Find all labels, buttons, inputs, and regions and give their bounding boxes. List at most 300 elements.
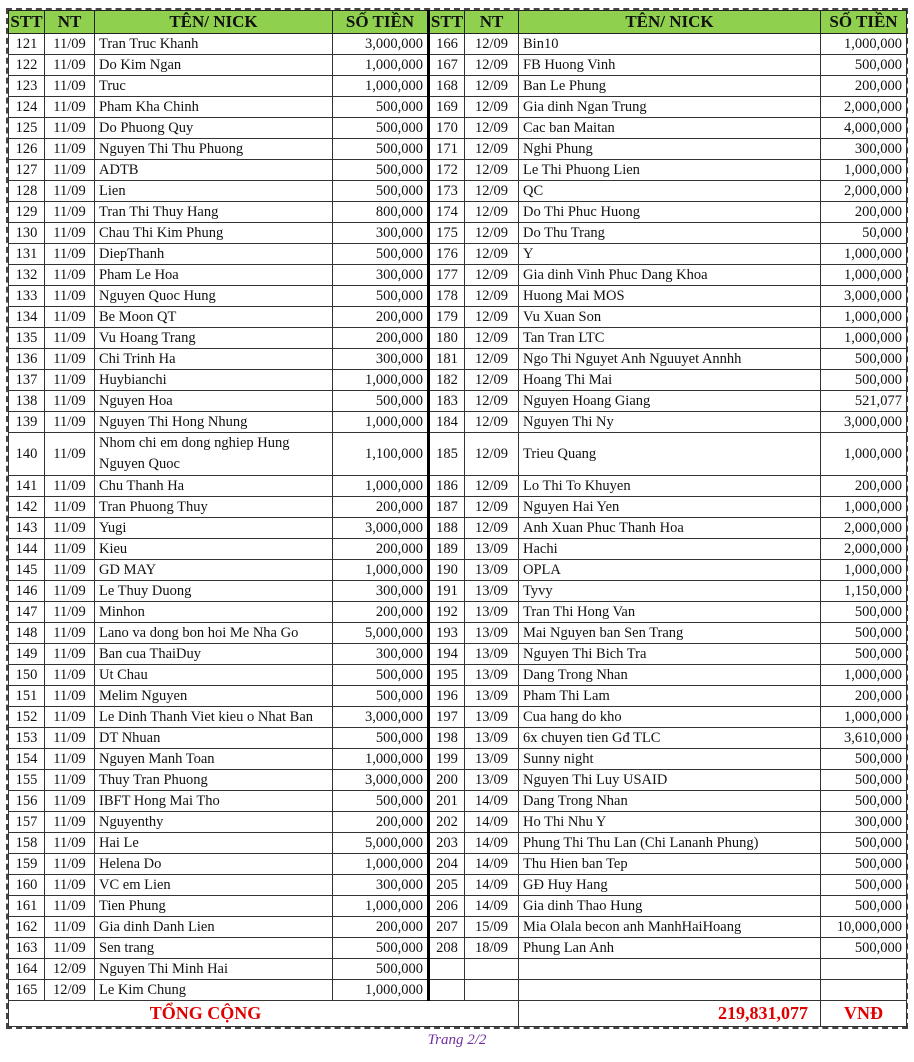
row-amount: 500,000 [333, 160, 429, 181]
row-name: Mia Olala becon anh ManhHaiHoang [519, 917, 821, 938]
row-amount: 10,000,000 [821, 917, 907, 938]
row-name: Hachi [519, 539, 821, 560]
row-date: 11/09 [45, 202, 95, 223]
table-row [9, 749, 907, 770]
row-amount: 1,000,000 [333, 854, 429, 875]
row-stt: 123 [9, 76, 45, 97]
row-amount: 3,000,000 [821, 412, 907, 433]
row-amount: 500,000 [821, 875, 907, 896]
row-stt: 156 [9, 791, 45, 812]
row-amount: 500,000 [333, 391, 429, 412]
row-amount: 500,000 [821, 854, 907, 875]
row-name: GĐ Huy Hang [519, 875, 821, 896]
row-amount: 200,000 [333, 539, 429, 560]
table-row [9, 812, 907, 833]
row-date: 11/09 [45, 118, 95, 139]
row-amount: 2,000,000 [821, 518, 907, 539]
row-name: Nguyen Thi Ny [519, 412, 821, 433]
row-date: 11/09 [45, 581, 95, 602]
row-name: Ut Chau [95, 665, 333, 686]
row-amount: 200,000 [333, 497, 429, 518]
row-name: Nguyen Hoa [95, 391, 333, 412]
row-name: Nhom chi em dong nghiep Hung Nguyen Quoc [95, 433, 333, 476]
row-amount: 200,000 [333, 328, 429, 349]
table-row [9, 55, 907, 76]
row-name: Sunny night [519, 749, 821, 770]
row-stt: 187 [429, 497, 465, 518]
row-name: Nguyen Thi Minh Hai [95, 959, 333, 980]
row-name: Truc [95, 76, 333, 97]
row-date: 12/09 [465, 476, 519, 497]
row-stt: 165 [9, 980, 45, 1001]
header-name: TÊN/ NICK [95, 11, 333, 34]
row-stt: 188 [429, 518, 465, 539]
table-row [9, 476, 907, 497]
table-row [9, 265, 907, 286]
row-amount: 1,000,000 [333, 980, 429, 1001]
row-amount: 500,000 [821, 938, 907, 959]
row-stt: 131 [9, 244, 45, 265]
row-amount: 300,000 [333, 265, 429, 286]
row-name: Nguyen Thi Luy USAID [519, 770, 821, 791]
row-stt: 169 [429, 97, 465, 118]
row-amount: 1,000,000 [821, 265, 907, 286]
table-row [9, 770, 907, 791]
row-date: 13/09 [465, 644, 519, 665]
row-name: Le Kim Chung [95, 980, 333, 1001]
table-body [9, 34, 907, 1001]
row-stt: 208 [429, 938, 465, 959]
row-amount: 500,000 [333, 791, 429, 812]
row-date: 12/09 [465, 349, 519, 370]
row-date: 11/09 [45, 34, 95, 55]
row-date: 13/09 [465, 665, 519, 686]
row-name: Pham Kha Chinh [95, 97, 333, 118]
row-date: 13/09 [465, 686, 519, 707]
row-name: Nguyen Thi Hong Nhung [95, 412, 333, 433]
row-amount: 1,000,000 [821, 307, 907, 328]
row-date: 18/09 [465, 938, 519, 959]
row-date: 12/09 [465, 518, 519, 539]
row-name: Gia dinh Ngan Trung [519, 97, 821, 118]
header-amount: SỐ TIỀN [821, 11, 907, 34]
row-name: Chu Thanh Ha [95, 476, 333, 497]
row-stt: 162 [9, 917, 45, 938]
row-date: 11/09 [45, 728, 95, 749]
row-stt: 206 [429, 896, 465, 917]
table-row [9, 497, 907, 518]
row-date: 13/09 [465, 707, 519, 728]
row-stt: 167 [429, 55, 465, 76]
row-name: Melim Nguyen [95, 686, 333, 707]
row-amount: 500,000 [333, 686, 429, 707]
row-amount: 1,100,000 [333, 433, 429, 476]
row-amount [821, 980, 907, 1001]
table-row [9, 686, 907, 707]
row-stt: 172 [429, 160, 465, 181]
row-stt: 159 [9, 854, 45, 875]
table-row [9, 181, 907, 202]
row-name: Thuy Tran Phuong [95, 770, 333, 791]
row-date: 12/09 [465, 328, 519, 349]
row-name: Chau Thi Kim Phung [95, 223, 333, 244]
row-date: 11/09 [45, 412, 95, 433]
row-amount [821, 959, 907, 980]
row-date [465, 959, 519, 980]
row-amount: 4,000,000 [821, 118, 907, 139]
row-date: 12/09 [465, 55, 519, 76]
row-date: 11/09 [45, 518, 95, 539]
row-name: Do Kim Ngan [95, 55, 333, 76]
row-date: 11/09 [45, 896, 95, 917]
row-name: Cac ban Maitan [519, 118, 821, 139]
row-name: 6x chuyen tien Gđ TLC [519, 728, 821, 749]
row-stt: 145 [9, 560, 45, 581]
row-amount: 500,000 [333, 938, 429, 959]
row-amount: 500,000 [821, 791, 907, 812]
row-stt: 203 [429, 833, 465, 854]
row-date: 11/09 [45, 223, 95, 244]
table-row [9, 391, 907, 412]
row-stt: 160 [9, 875, 45, 896]
row-stt: 192 [429, 602, 465, 623]
row-amount: 2,000,000 [821, 539, 907, 560]
row-stt: 180 [429, 328, 465, 349]
row-amount: 500,000 [333, 286, 429, 307]
row-stt: 143 [9, 518, 45, 539]
row-date: 11/09 [45, 833, 95, 854]
row-name: Trieu Quang [519, 433, 821, 476]
row-stt: 191 [429, 581, 465, 602]
row-date: 12/09 [465, 76, 519, 97]
row-amount: 1,000,000 [333, 55, 429, 76]
row-stt: 182 [429, 370, 465, 391]
row-amount: 3,000,000 [333, 518, 429, 539]
row-stt: 128 [9, 181, 45, 202]
row-date: 11/09 [45, 875, 95, 896]
row-name: DT Nhuan [95, 728, 333, 749]
row-date: 11/09 [45, 370, 95, 391]
row-stt: 166 [429, 34, 465, 55]
row-name [519, 959, 821, 980]
table-row [9, 560, 907, 581]
row-name: Bin10 [519, 34, 821, 55]
row-date: 11/09 [45, 749, 95, 770]
row-amount: 1,000,000 [333, 476, 429, 497]
total-amount: 219,831,077 [519, 1001, 821, 1027]
row-stt: 121 [9, 34, 45, 55]
row-date: 11/09 [45, 433, 95, 476]
row-date: 11/09 [45, 181, 95, 202]
row-name: Le Thi Phuong Lien [519, 160, 821, 181]
row-amount: 500,000 [821, 896, 907, 917]
row-stt: 144 [9, 539, 45, 560]
row-name: FB Huong Vinh [519, 55, 821, 76]
row-stt: 181 [429, 349, 465, 370]
row-amount: 300,000 [333, 349, 429, 370]
row-date: 12/09 [465, 223, 519, 244]
row-amount: 5,000,000 [333, 623, 429, 644]
row-stt: 125 [9, 118, 45, 139]
row-amount: 500,000 [821, 349, 907, 370]
row-date: 12/09 [465, 307, 519, 328]
row-name: Phung Thi Thu Lan (Chi Lananh Phung) [519, 833, 821, 854]
table-row [9, 833, 907, 854]
row-date: 11/09 [45, 286, 95, 307]
row-stt: 171 [429, 139, 465, 160]
row-amount: 800,000 [333, 202, 429, 223]
row-amount: 300,000 [333, 581, 429, 602]
row-name: Nguyen Hoang Giang [519, 391, 821, 412]
table-row [9, 139, 907, 160]
row-name: Do Thu Trang [519, 223, 821, 244]
donation-table [8, 10, 907, 1027]
row-amount: 300,000 [821, 812, 907, 833]
row-stt: 151 [9, 686, 45, 707]
row-amount: 500,000 [333, 728, 429, 749]
row-stt: 184 [429, 412, 465, 433]
total-row [9, 1001, 907, 1027]
row-stt: 132 [9, 265, 45, 286]
row-date: 11/09 [45, 854, 95, 875]
row-stt: 124 [9, 97, 45, 118]
row-stt: 146 [9, 581, 45, 602]
row-date: 13/09 [465, 602, 519, 623]
row-date: 11/09 [45, 307, 95, 328]
row-date: 15/09 [465, 917, 519, 938]
row-stt: 129 [9, 202, 45, 223]
row-stt: 176 [429, 244, 465, 265]
row-stt: 136 [9, 349, 45, 370]
row-name: Ngo Thi Nguyet Anh Nguuyet Annhh [519, 349, 821, 370]
row-name: Huong Mai MOS [519, 286, 821, 307]
row-amount: 500,000 [821, 623, 907, 644]
row-name: Vu Hoang Trang [95, 328, 333, 349]
row-amount: 1,000,000 [821, 160, 907, 181]
row-amount: 500,000 [333, 181, 429, 202]
row-name: Le Thuy Duong [95, 581, 333, 602]
row-amount: 200,000 [333, 602, 429, 623]
table-row [9, 665, 907, 686]
row-name: Nguyenthy [95, 812, 333, 833]
row-amount: 1,000,000 [333, 896, 429, 917]
row-stt: 164 [9, 959, 45, 980]
row-amount: 300,000 [333, 875, 429, 896]
row-amount: 5,000,000 [333, 833, 429, 854]
table-row [9, 286, 907, 307]
row-name: Hoang Thi Mai [519, 370, 821, 391]
row-stt: 199 [429, 749, 465, 770]
row-stt: 135 [9, 328, 45, 349]
table-row [9, 623, 907, 644]
row-amount: 500,000 [333, 139, 429, 160]
row-amount: 500,000 [333, 244, 429, 265]
row-date: 14/09 [465, 875, 519, 896]
row-amount: 1,000,000 [333, 560, 429, 581]
total-currency: VNĐ [821, 1001, 907, 1027]
row-stt: 177 [429, 265, 465, 286]
table-row [9, 244, 907, 265]
row-stt: 174 [429, 202, 465, 223]
row-name: Nguyen Thi Thu Phuong [95, 139, 333, 160]
table-row [9, 791, 907, 812]
row-name: Dang Trong Nhan [519, 791, 821, 812]
row-stt: 194 [429, 644, 465, 665]
row-name: ADTB [95, 160, 333, 181]
row-date: 13/09 [465, 581, 519, 602]
table-row [9, 854, 907, 875]
row-stt: 201 [429, 791, 465, 812]
row-name: Tan Tran LTC [519, 328, 821, 349]
row-name: Chi Trinh Ha [95, 349, 333, 370]
total-label: TỔNG CỘNG [9, 1001, 519, 1027]
row-amount: 2,000,000 [821, 181, 907, 202]
row-amount: 500,000 [333, 97, 429, 118]
row-amount: 50,000 [821, 223, 907, 244]
row-amount: 1,000,000 [333, 749, 429, 770]
row-stt: 190 [429, 560, 465, 581]
row-name: Lano va dong bon hoi Me Nha Go [95, 623, 333, 644]
row-amount: 1,000,000 [821, 707, 907, 728]
row-name: Vu Xuan Son [519, 307, 821, 328]
row-amount: 3,000,000 [333, 34, 429, 55]
table-row [9, 370, 907, 391]
row-amount: 300,000 [821, 139, 907, 160]
row-stt: 142 [9, 497, 45, 518]
row-date: 13/09 [465, 623, 519, 644]
row-amount: 200,000 [333, 917, 429, 938]
table-row [9, 581, 907, 602]
row-date: 11/09 [45, 349, 95, 370]
row-date: 11/09 [45, 391, 95, 412]
row-date: 11/09 [45, 139, 95, 160]
row-amount: 500,000 [821, 644, 907, 665]
row-stt: 141 [9, 476, 45, 497]
row-date: 12/09 [465, 181, 519, 202]
row-date: 11/09 [45, 539, 95, 560]
row-amount: 1,000,000 [333, 370, 429, 391]
row-stt: 200 [429, 770, 465, 791]
row-date: 13/09 [465, 539, 519, 560]
row-date: 12/09 [45, 980, 95, 1001]
header-row [9, 11, 907, 34]
table-row [9, 34, 907, 55]
row-stt: 196 [429, 686, 465, 707]
row-date: 12/09 [465, 370, 519, 391]
row-date: 11/09 [45, 97, 95, 118]
row-amount: 2,000,000 [821, 97, 907, 118]
row-date: 11/09 [45, 328, 95, 349]
table-row [9, 307, 907, 328]
row-date: 12/09 [465, 497, 519, 518]
row-stt: 186 [429, 476, 465, 497]
row-stt: 168 [429, 76, 465, 97]
row-name: Tran Phuong Thuy [95, 497, 333, 518]
row-name: Gia dinh Danh Lien [95, 917, 333, 938]
row-amount: 200,000 [821, 476, 907, 497]
row-date: 11/09 [45, 707, 95, 728]
row-amount: 500,000 [821, 833, 907, 854]
row-date: 11/09 [45, 938, 95, 959]
row-name: Tien Phung [95, 896, 333, 917]
row-name: GD MAY [95, 560, 333, 581]
row-date [465, 980, 519, 1001]
row-name: Kieu [95, 539, 333, 560]
row-stt: 183 [429, 391, 465, 412]
row-stt: 185 [429, 433, 465, 476]
row-stt: 155 [9, 770, 45, 791]
row-date: 14/09 [465, 791, 519, 812]
row-date: 12/09 [45, 959, 95, 980]
row-date: 11/09 [45, 917, 95, 938]
row-amount: 500,000 [821, 749, 907, 770]
header-amount: SỐ TIỀN [333, 11, 429, 34]
row-name: Nguyen Thi Bich Tra [519, 644, 821, 665]
row-stt: 193 [429, 623, 465, 644]
page-number: Trang 2/2 [427, 1032, 487, 1048]
row-date: 12/09 [465, 34, 519, 55]
row-amount: 200,000 [821, 76, 907, 97]
row-date: 12/09 [465, 244, 519, 265]
row-amount: 1,000,000 [821, 497, 907, 518]
row-stt: 198 [429, 728, 465, 749]
row-stt: 170 [429, 118, 465, 139]
row-amount: 300,000 [333, 644, 429, 665]
row-amount: 500,000 [333, 118, 429, 139]
row-amount: 1,000,000 [821, 665, 907, 686]
row-stt: 179 [429, 307, 465, 328]
row-stt: 178 [429, 286, 465, 307]
row-name: IBFT Hong Mai Tho [95, 791, 333, 812]
table-row [9, 202, 907, 223]
row-date: 11/09 [45, 497, 95, 518]
table-row [9, 875, 907, 896]
table-row [9, 76, 907, 97]
row-stt: 130 [9, 223, 45, 244]
row-stt: 153 [9, 728, 45, 749]
row-amount: 500,000 [821, 602, 907, 623]
row-stt: 139 [9, 412, 45, 433]
row-amount: 500,000 [333, 665, 429, 686]
header-date: NT [465, 11, 519, 34]
table-row [9, 433, 907, 476]
row-name: Tran Thi Hong Van [519, 602, 821, 623]
row-date: 12/09 [465, 139, 519, 160]
row-amount: 500,000 [821, 370, 907, 391]
row-stt: 126 [9, 139, 45, 160]
row-name: Gia dinh Thao Hung [519, 896, 821, 917]
row-date: 11/09 [45, 160, 95, 181]
row-stt: 127 [9, 160, 45, 181]
row-amount: 500,000 [821, 770, 907, 791]
row-name: Minhon [95, 602, 333, 623]
row-date: 11/09 [45, 770, 95, 791]
row-name: Sen trang [95, 938, 333, 959]
row-name: Helena Do [95, 854, 333, 875]
row-name: Ho Thi Nhu Y [519, 812, 821, 833]
row-name: Cua hang do kho [519, 707, 821, 728]
row-date: 13/09 [465, 560, 519, 581]
row-date: 12/09 [465, 433, 519, 476]
row-amount: 1,000,000 [333, 76, 429, 97]
row-amount: 1,000,000 [821, 34, 907, 55]
table-row [9, 412, 907, 433]
row-date: 11/09 [45, 791, 95, 812]
row-stt: 202 [429, 812, 465, 833]
row-date: 11/09 [45, 686, 95, 707]
row-stt: 137 [9, 370, 45, 391]
row-date: 11/09 [45, 55, 95, 76]
